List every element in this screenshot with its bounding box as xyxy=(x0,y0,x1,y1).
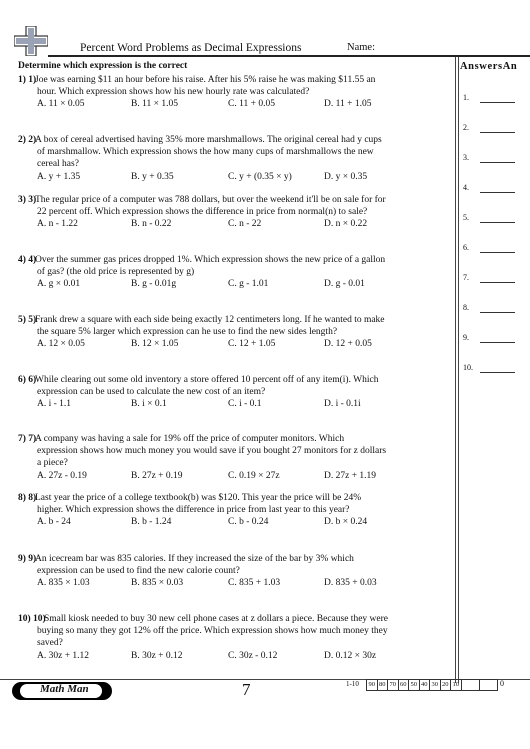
page-number: 7 xyxy=(242,680,251,699)
answer-blank[interactable] xyxy=(480,372,515,373)
answer-option-c[interactable]: C. 12 + 1.05 xyxy=(228,339,276,350)
answer-option-d[interactable]: D. g - 0.01 xyxy=(324,279,365,290)
answer-option-d[interactable]: D. n × 0.22 xyxy=(324,219,368,230)
question-text-line: Last year the price of a college textbook(b) was $120. This year the price will be 24% xyxy=(35,493,362,503)
answer-option-c[interactable]: C. 0.19 × 27z xyxy=(228,470,280,481)
answer-column-border-left xyxy=(455,57,456,683)
score-zero: 0 xyxy=(500,679,504,688)
answer-options xyxy=(37,98,443,110)
answer-options xyxy=(37,470,443,482)
answer-option-b[interactable]: B. n - 0.22 xyxy=(131,219,172,230)
answer-option-c[interactable]: C. 11 + 0.05 xyxy=(228,99,275,110)
answer-option-d[interactable]: D. y × 0.35 xyxy=(324,171,368,182)
question-text-line: expression can be used to calculate the new cost of an item? xyxy=(37,387,266,398)
math-plus-logo xyxy=(14,26,48,56)
answer-option-a[interactable]: A. 835 × 1.03 xyxy=(37,578,90,589)
question-text-line: An icecream bar was 835 calories. If they increased the size of the bar by 3% which xyxy=(35,554,354,564)
answer-option-c[interactable]: C. n - 22 xyxy=(228,219,262,230)
answer-blank[interactable] xyxy=(480,312,515,313)
question-item xyxy=(18,374,443,410)
score-cell: 30 xyxy=(430,680,441,690)
answer-option-a[interactable]: A. n - 1.22 xyxy=(37,219,78,230)
answer-option-a[interactable]: A. g × 0.01 xyxy=(37,279,81,290)
answer-option-c[interactable]: C. y + (0.35 × y) xyxy=(228,171,292,182)
question-text-line: saved? xyxy=(37,638,63,649)
answer-options xyxy=(37,516,443,528)
answer-number: 5. xyxy=(463,213,469,222)
page-title: Percent Word Problems as Decimal Expressions xyxy=(80,42,302,54)
answer-option-d[interactable]: D. 835 + 0.03 xyxy=(324,578,377,589)
answer-options xyxy=(37,171,443,183)
answer-option-c[interactable]: C. b - 0.24 xyxy=(228,517,269,528)
answer-option-a[interactable]: A. 27z - 0.19 xyxy=(37,470,87,481)
answer-blank[interactable] xyxy=(480,342,515,343)
question-text-line: of marshmallow. Which expression shows the how many cups of marshmallows the new xyxy=(37,147,374,158)
question-item xyxy=(18,492,443,528)
answer-blank[interactable] xyxy=(480,282,515,283)
question-text-line: cereal has? xyxy=(37,159,79,170)
answer-number: 2. xyxy=(463,123,469,132)
answer-option-b[interactable]: B. y + 0.35 xyxy=(131,171,174,182)
answer-option-d[interactable]: D. 12 + 0.05 xyxy=(324,339,372,350)
question-text-line: expression shows how much money you would save if you bought 27 monitors for z dollars xyxy=(37,446,387,457)
score-cell: 70 xyxy=(388,680,399,690)
answer-option-a[interactable]: A. y + 1.35 xyxy=(37,171,81,182)
answer-blank[interactable] xyxy=(480,252,515,253)
answer-option-b[interactable]: B. 835 × 0.03 xyxy=(131,578,184,589)
answer-option-d[interactable]: D. b × 0.24 xyxy=(324,517,368,528)
answers-heading: AnswersAn xyxy=(460,61,518,72)
brand-name: Math Man xyxy=(40,683,89,695)
question-number: 9) 9) xyxy=(18,554,37,564)
answer-blank[interactable] xyxy=(480,192,515,193)
answer-option-a[interactable]: A. 11 × 0.05 xyxy=(37,99,85,110)
question-text-line: hour. Which expression shows how his new hourly rate was calculated? xyxy=(37,87,310,98)
answer-option-a[interactable]: A. 30z + 1.12 xyxy=(37,650,90,661)
score-cell: 10 xyxy=(451,680,462,690)
answer-option-c[interactable]: C. 30z - 0.12 xyxy=(228,650,278,661)
answer-options xyxy=(37,577,443,589)
answer-blank[interactable] xyxy=(480,222,515,223)
score-range-label: 1-10 xyxy=(346,680,359,688)
answer-number: 7. xyxy=(463,273,469,282)
score-cell: 60 xyxy=(399,680,410,690)
question-text-line: The regular price of a computer was 788 dollars, but over the weekend it'll be on sale for for xyxy=(35,195,386,205)
answer-option-d[interactable]: D. i - 0.1i xyxy=(324,399,361,410)
answer-options xyxy=(37,218,443,230)
question-text-line: Small kiosk needed to buy 30 new cell phone cases at z dollars a piece. Because they were xyxy=(44,614,388,624)
question-number: 1) 1) xyxy=(18,75,37,85)
question-number: 7) 7) xyxy=(18,434,37,444)
answer-option-d[interactable]: D. 27z + 1.19 xyxy=(324,470,377,481)
score-cell xyxy=(462,680,480,690)
question-text-line: of gas? (the old price is represented by g) xyxy=(37,267,195,278)
score-cell: 90 xyxy=(367,680,378,690)
question-text-line: a piece? xyxy=(37,458,68,469)
answer-number: 1. xyxy=(463,93,469,102)
answer-option-b[interactable]: B. 12 × 1.05 xyxy=(131,339,179,350)
answer-number: 4. xyxy=(463,183,469,192)
answer-option-c[interactable]: C. g - 1.01 xyxy=(228,279,269,290)
question-item xyxy=(18,194,443,230)
answer-number: 10. xyxy=(463,363,473,372)
question-item xyxy=(18,613,443,662)
question-number: 2) 2) xyxy=(18,135,37,145)
question-item xyxy=(18,553,443,589)
answer-option-b[interactable]: B. 11 × 1.05 xyxy=(131,99,178,110)
answer-number: 9. xyxy=(463,333,469,342)
question-text-line: While clearing out some old inventory a store offered 10 percent off of any item(i). Which xyxy=(35,375,379,385)
question-number: 3) 3) xyxy=(18,195,37,205)
question-text-line: Joe was earning $11 an hour before his raise. After his 5% raise he was making $11.55 an xyxy=(35,75,376,85)
score-cell xyxy=(480,680,497,690)
question-text-line: A company was having a sale for 19% off the price of computer monitors. Which xyxy=(35,434,345,444)
question-item xyxy=(18,74,443,110)
answer-option-c[interactable]: C. i - 0.1 xyxy=(228,399,262,410)
question-number: 10) 10) xyxy=(18,614,46,624)
question-number: 5) 5) xyxy=(18,315,37,325)
answer-option-a[interactable]: A. i - 1.1 xyxy=(37,399,72,410)
question-text-line: Frank drew a square with each side being exactly 12 centimeters long. If he wanted to make xyxy=(35,315,385,325)
answer-option-b[interactable]: B. 27z + 0.19 xyxy=(131,470,183,481)
answer-number: 6. xyxy=(463,243,469,252)
answer-column-border-inner xyxy=(458,57,459,683)
answer-option-b[interactable]: B. b - 1.24 xyxy=(131,517,172,528)
answer-blank[interactable] xyxy=(480,102,515,103)
answer-option-b[interactable]: B. 30z + 0.12 xyxy=(131,650,183,661)
answer-option-d[interactable]: D. 0.12 × 30z xyxy=(324,650,377,661)
answer-blank[interactable] xyxy=(480,162,515,163)
question-number: 8) 8) xyxy=(18,493,37,503)
question-number: 4) 4) xyxy=(18,255,37,265)
question-item xyxy=(18,254,443,290)
question-item xyxy=(18,433,443,482)
answer-options xyxy=(37,398,443,410)
score-cell: 20 xyxy=(441,680,452,690)
question-text-line: the square 5% larger which expression can he use to find the new sides length? xyxy=(37,327,338,338)
answer-options xyxy=(37,278,443,290)
answer-option-b[interactable]: B. i × 0.1 xyxy=(131,399,167,410)
answer-number: 8. xyxy=(463,303,469,312)
instructions: Determine which expression is the correct xyxy=(18,61,188,71)
answer-option-a[interactable]: A. b - 24 xyxy=(37,517,71,528)
question-text-line: buying so many they got 12% off the price. Which expression shows how much money they xyxy=(37,626,388,637)
question-item xyxy=(18,314,443,350)
question-number: 6) 6) xyxy=(18,375,37,385)
question-text-line: Over the summer gas prices dropped 1%. Which expression shows the new price of a gallon xyxy=(35,255,386,265)
answer-option-d[interactable]: D. 11 + 1.05 xyxy=(324,99,372,110)
name-label: Name: xyxy=(347,42,375,53)
question-text-line: 22 percent off. Which expression shows the difference in price from normal(n) to sale? xyxy=(37,207,368,218)
answer-number: 3. xyxy=(463,153,469,162)
score-cell: 40 xyxy=(420,680,431,690)
score-cell: 50 xyxy=(409,680,420,690)
score-cell: 80 xyxy=(378,680,389,690)
answer-blank[interactable] xyxy=(480,132,515,133)
question-text-line: higher. Which expression shows the difference in price from last year to this year? xyxy=(37,505,350,516)
answer-option-a[interactable]: A. 12 × 0.05 xyxy=(37,339,85,350)
question-text-line: expression can be used to find the new calorie count? xyxy=(37,566,240,577)
answer-options xyxy=(37,338,443,350)
question-text-line: A box of cereal advertised having 35% more marshmallows. The original cereal had y cups xyxy=(35,135,382,145)
answer-options xyxy=(37,650,443,662)
question-item xyxy=(18,134,443,183)
answer-option-b[interactable]: B. g - 0.01g xyxy=(131,279,177,290)
answer-option-c[interactable]: C. 835 + 1.03 xyxy=(228,578,281,589)
score-table xyxy=(366,679,498,691)
